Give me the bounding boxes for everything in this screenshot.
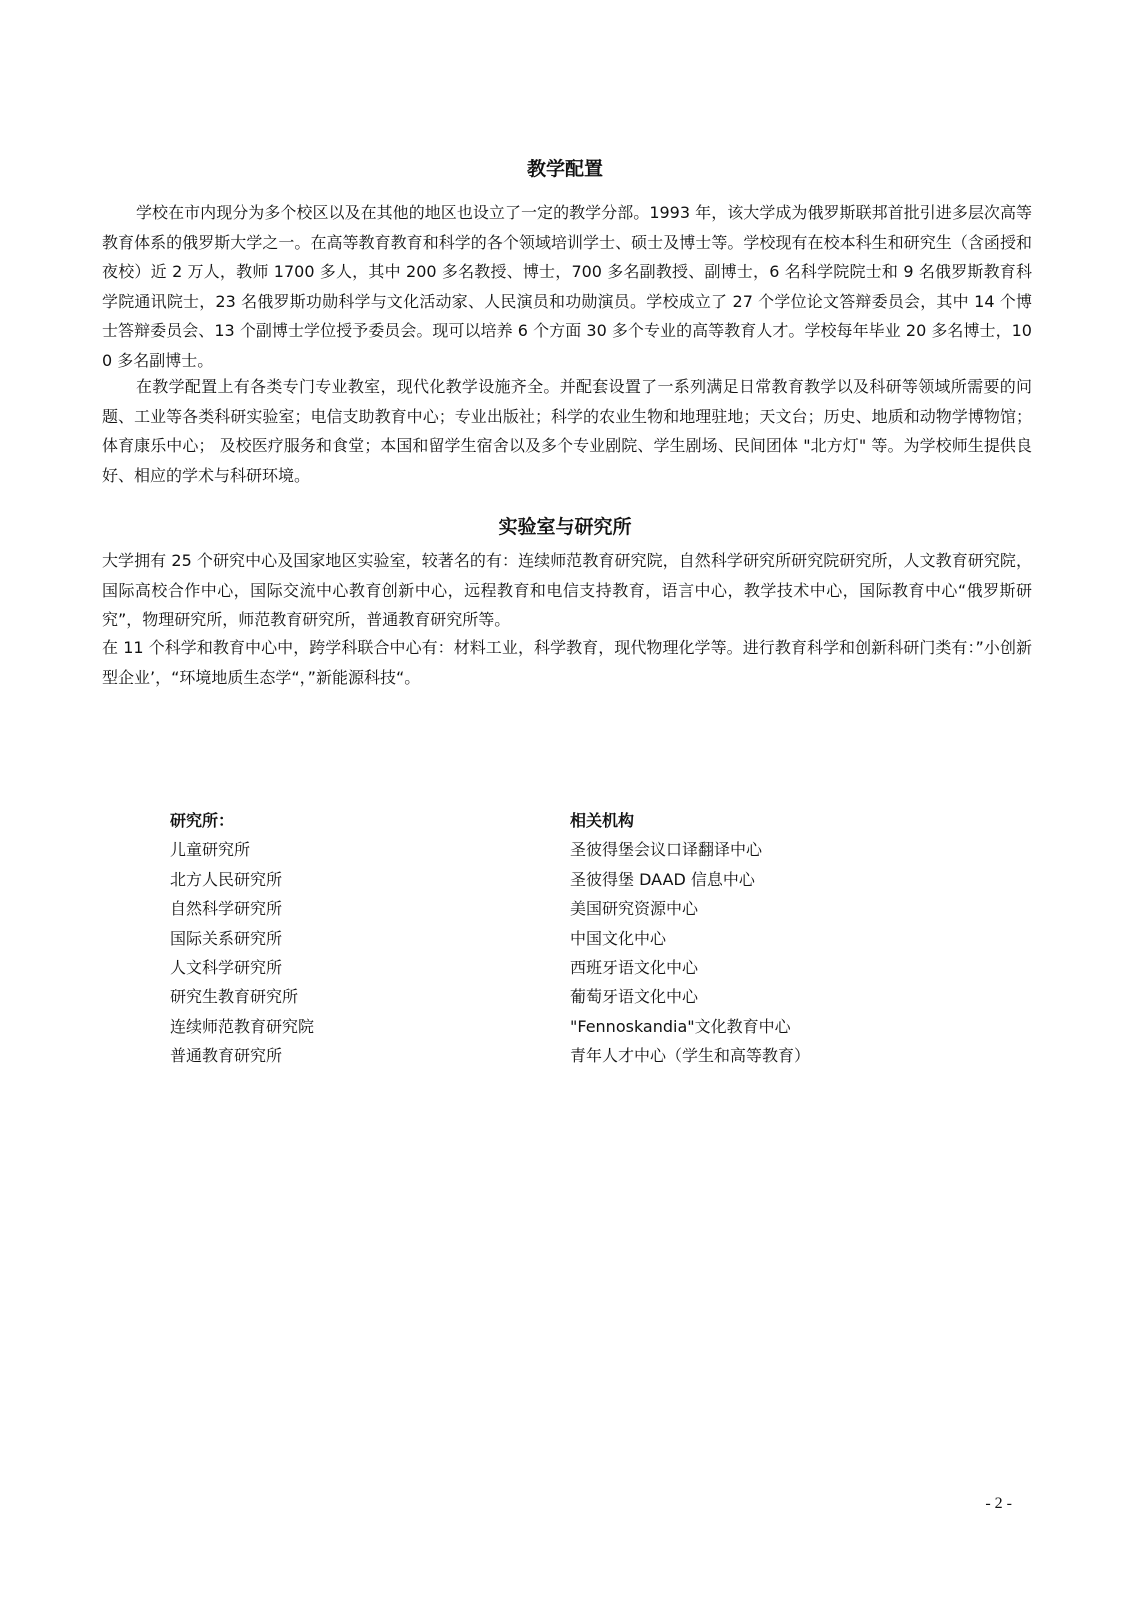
section-title-labs: 实验室与研究所: [498, 516, 632, 538]
paragraph: 在教学配置上有各类专门专业教室，现代化教学设施齐全。并配套设置了一系列满足日常教育教学以及科研等领域所需要的问题、工业等各类科研实验室；电信支助教育中心；专业出版社；科学的农业生物和地理驻地；天文台；历史、地质和动物学博物馆；体育康乐中心； 及校医疗服务和食堂；本国和留学生宿舍以及多个专业剧院、学生剧场、民间团体 "北方灯" 等。为学校师生提供良好、相应的学术与科研环境。: [102, 377, 1032, 485]
list-item: 普通教育研究所: [170, 1046, 283, 1066]
list-item: 连续师范教育研究院: [170, 1016, 315, 1036]
list-item: 葡萄牙语文化中心: [570, 987, 699, 1007]
related-heading: 相关机构: [570, 811, 635, 830]
list-item: 儿童研究所: [170, 840, 251, 860]
institutes-list: [170, 806, 530, 1071]
list-item: 西班牙语文化中心: [570, 958, 699, 978]
page-number: - 2 -: [985, 1495, 1012, 1512]
list-item: 研究生教育研究所: [170, 987, 299, 1007]
related-organizations-list: [570, 806, 1000, 1071]
list-item: 中国文化中心: [570, 928, 667, 948]
list-item: 人文科学研究所: [170, 958, 283, 978]
list-item: 北方人民研究所: [170, 869, 283, 889]
list-item: 圣彼得堡 DAAD 信息中心: [570, 869, 755, 889]
list-item: 青年人才中心（学生和高等教育）: [570, 1046, 811, 1066]
list-item: 圣彼得堡会议口译翻译中心: [570, 840, 763, 860]
section-title-teaching: 教学配置: [526, 158, 603, 180]
paragraph: 学校在市内现分为多个校区以及在其他的地区也设立了一定的教学分部。1993 年，该大学成为俄罗斯联邦首批引进多层次高等教育体系的俄罗斯大学之一。在高等教育教育和科学的各个领域培训学士、硕士及博士等。学校现有在校本科生和研究生（含函授和夜校）近 2 万人，教师 1700 多人，其中 200 多名教授、博士，700 多名副教授、副博士，6 名科学院院士和 9 名俄罗斯教育科学院通讯院士，23 名俄罗斯功勋科学与文化活动家、人民演员和功勋演员。学校成立了 27 个学位论文答辩委员会，其中 14 个博士答辩委员会、13 个副博士学位授予委员会。现可以培养 6 个方面 30 多个专业的高等教育人才。学校每年毕业 20 多名博士，100 多名副博士。: [102, 203, 1032, 370]
institutes-heading: 研究所：: [170, 811, 235, 830]
list-item: "Fennoskandia"文化教育中心: [570, 1016, 791, 1036]
list-item: 自然科学研究所: [170, 899, 283, 919]
list-item: 国际关系研究所: [170, 928, 283, 948]
paragraph: 在 11 个科学和教育中心中，跨学科联合中心有：材料工业，科学教育，现代物理化学等。进行教育科学和创新科研门类有：”小创新型企业’，“环境地质生态学“，”新能源科技“。: [102, 638, 1032, 687]
paragraph: 大学拥有 25 个研究中心及国家地区实验室，较著名的有：连续师范教育研究院，自然科学研究所研究院研究所，人文教育研究院，国际高校合作中心，国际交流中心教育创新中心，远程教育和电信支持教育，语言中心，教学技术中心，国际教育中心“俄罗斯研究”，物理研究所，师范教育研究所，普通教育研究所等。: [102, 551, 1032, 629]
list-item: 美国研究资源中心: [570, 899, 699, 919]
